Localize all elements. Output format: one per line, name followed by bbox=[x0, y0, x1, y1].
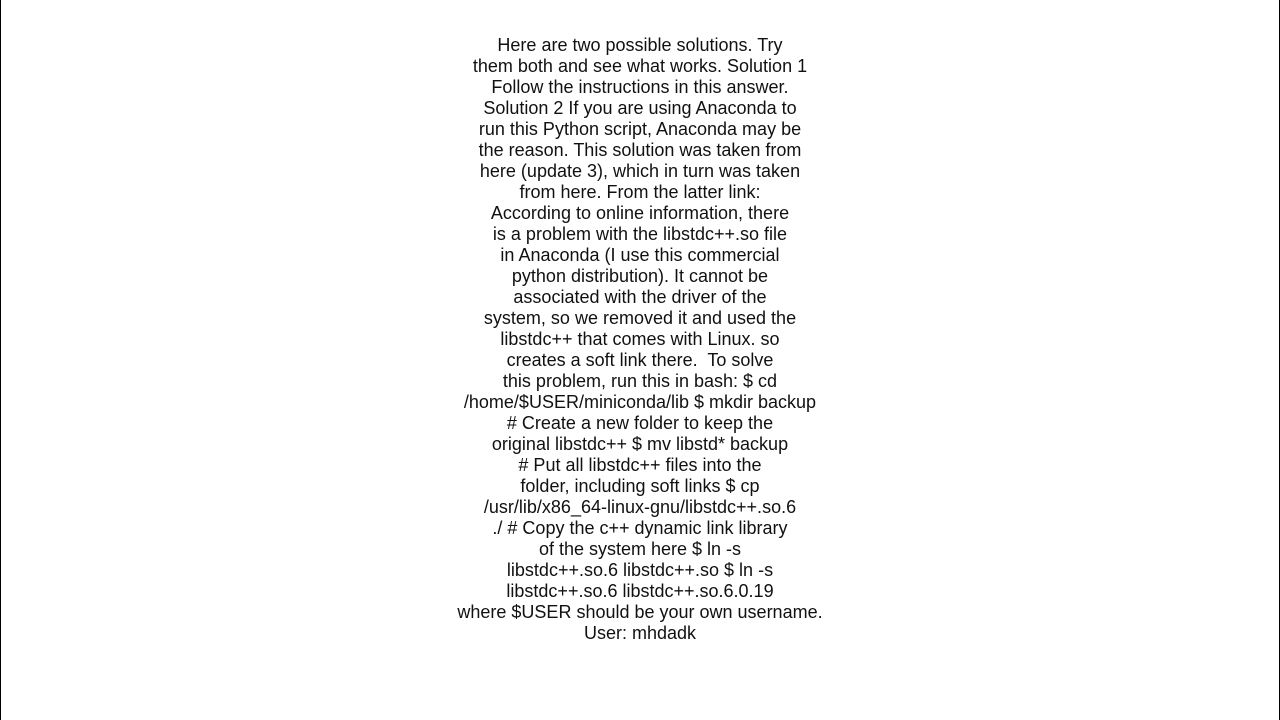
text-line: libstdc++ that comes with Linux. so bbox=[500, 329, 780, 349]
text-line: original libstdc++ $ mv libstd* backup bbox=[491, 434, 789, 454]
text-line: /usr/lib/x86_64-linux-gnu/libstdc++.so.6 bbox=[483, 497, 797, 517]
text-line: According to online information, there bbox=[490, 203, 790, 223]
text-line: libstdc++.so.6 libstdc++.so $ ln -s bbox=[506, 560, 774, 580]
text-line: python distribution). It cannot be bbox=[511, 266, 769, 286]
text-line: associated with the driver of the bbox=[513, 287, 767, 307]
text-line: from here. From the latter link: bbox=[519, 182, 761, 202]
text-line: run this Python script, Anaconda may be bbox=[478, 119, 802, 139]
text-line: the reason. This solution was taken from bbox=[478, 140, 802, 160]
answer-text bbox=[1, 35, 1279, 644]
text-line: creates a soft link there. To solve bbox=[506, 350, 774, 370]
text-line: Here are two possible solutions. Try bbox=[497, 35, 783, 55]
text-line: of the system here $ ln -s bbox=[538, 539, 742, 559]
text-line: /home/$USER/miniconda/lib $ mkdir backup bbox=[463, 392, 817, 412]
text-line: # Put all libstdc++ files into the bbox=[518, 455, 762, 475]
text-line: here (update 3), which in turn was taken bbox=[479, 161, 801, 181]
text-line: is a problem with the libstdc++.so file bbox=[492, 224, 788, 244]
text-line: folder, including soft links $ cp bbox=[520, 476, 760, 496]
user-attribution: User: mhdadk bbox=[583, 623, 697, 643]
text-line: them both and see what works. Solution 1 bbox=[472, 56, 808, 76]
text-line: ./ # Copy the c++ dynamic link library bbox=[492, 518, 788, 538]
text-line: system, so we removed it and used the bbox=[483, 308, 797, 328]
text-line: libstdc++.so.6 libstdc++.so.6.0.19 bbox=[506, 581, 774, 601]
text-line: in Anaconda (I use this commercial bbox=[500, 245, 780, 265]
text-line: # Create a new folder to keep the bbox=[506, 413, 774, 433]
text-line: Solution 2 If you are using Anaconda to bbox=[483, 98, 797, 118]
text-line: where $USER should be your own username. bbox=[457, 602, 823, 622]
text-line: Follow the instructions in this answer. bbox=[491, 77, 789, 97]
text-line: this problem, run this in bash: $ cd bbox=[502, 371, 778, 391]
